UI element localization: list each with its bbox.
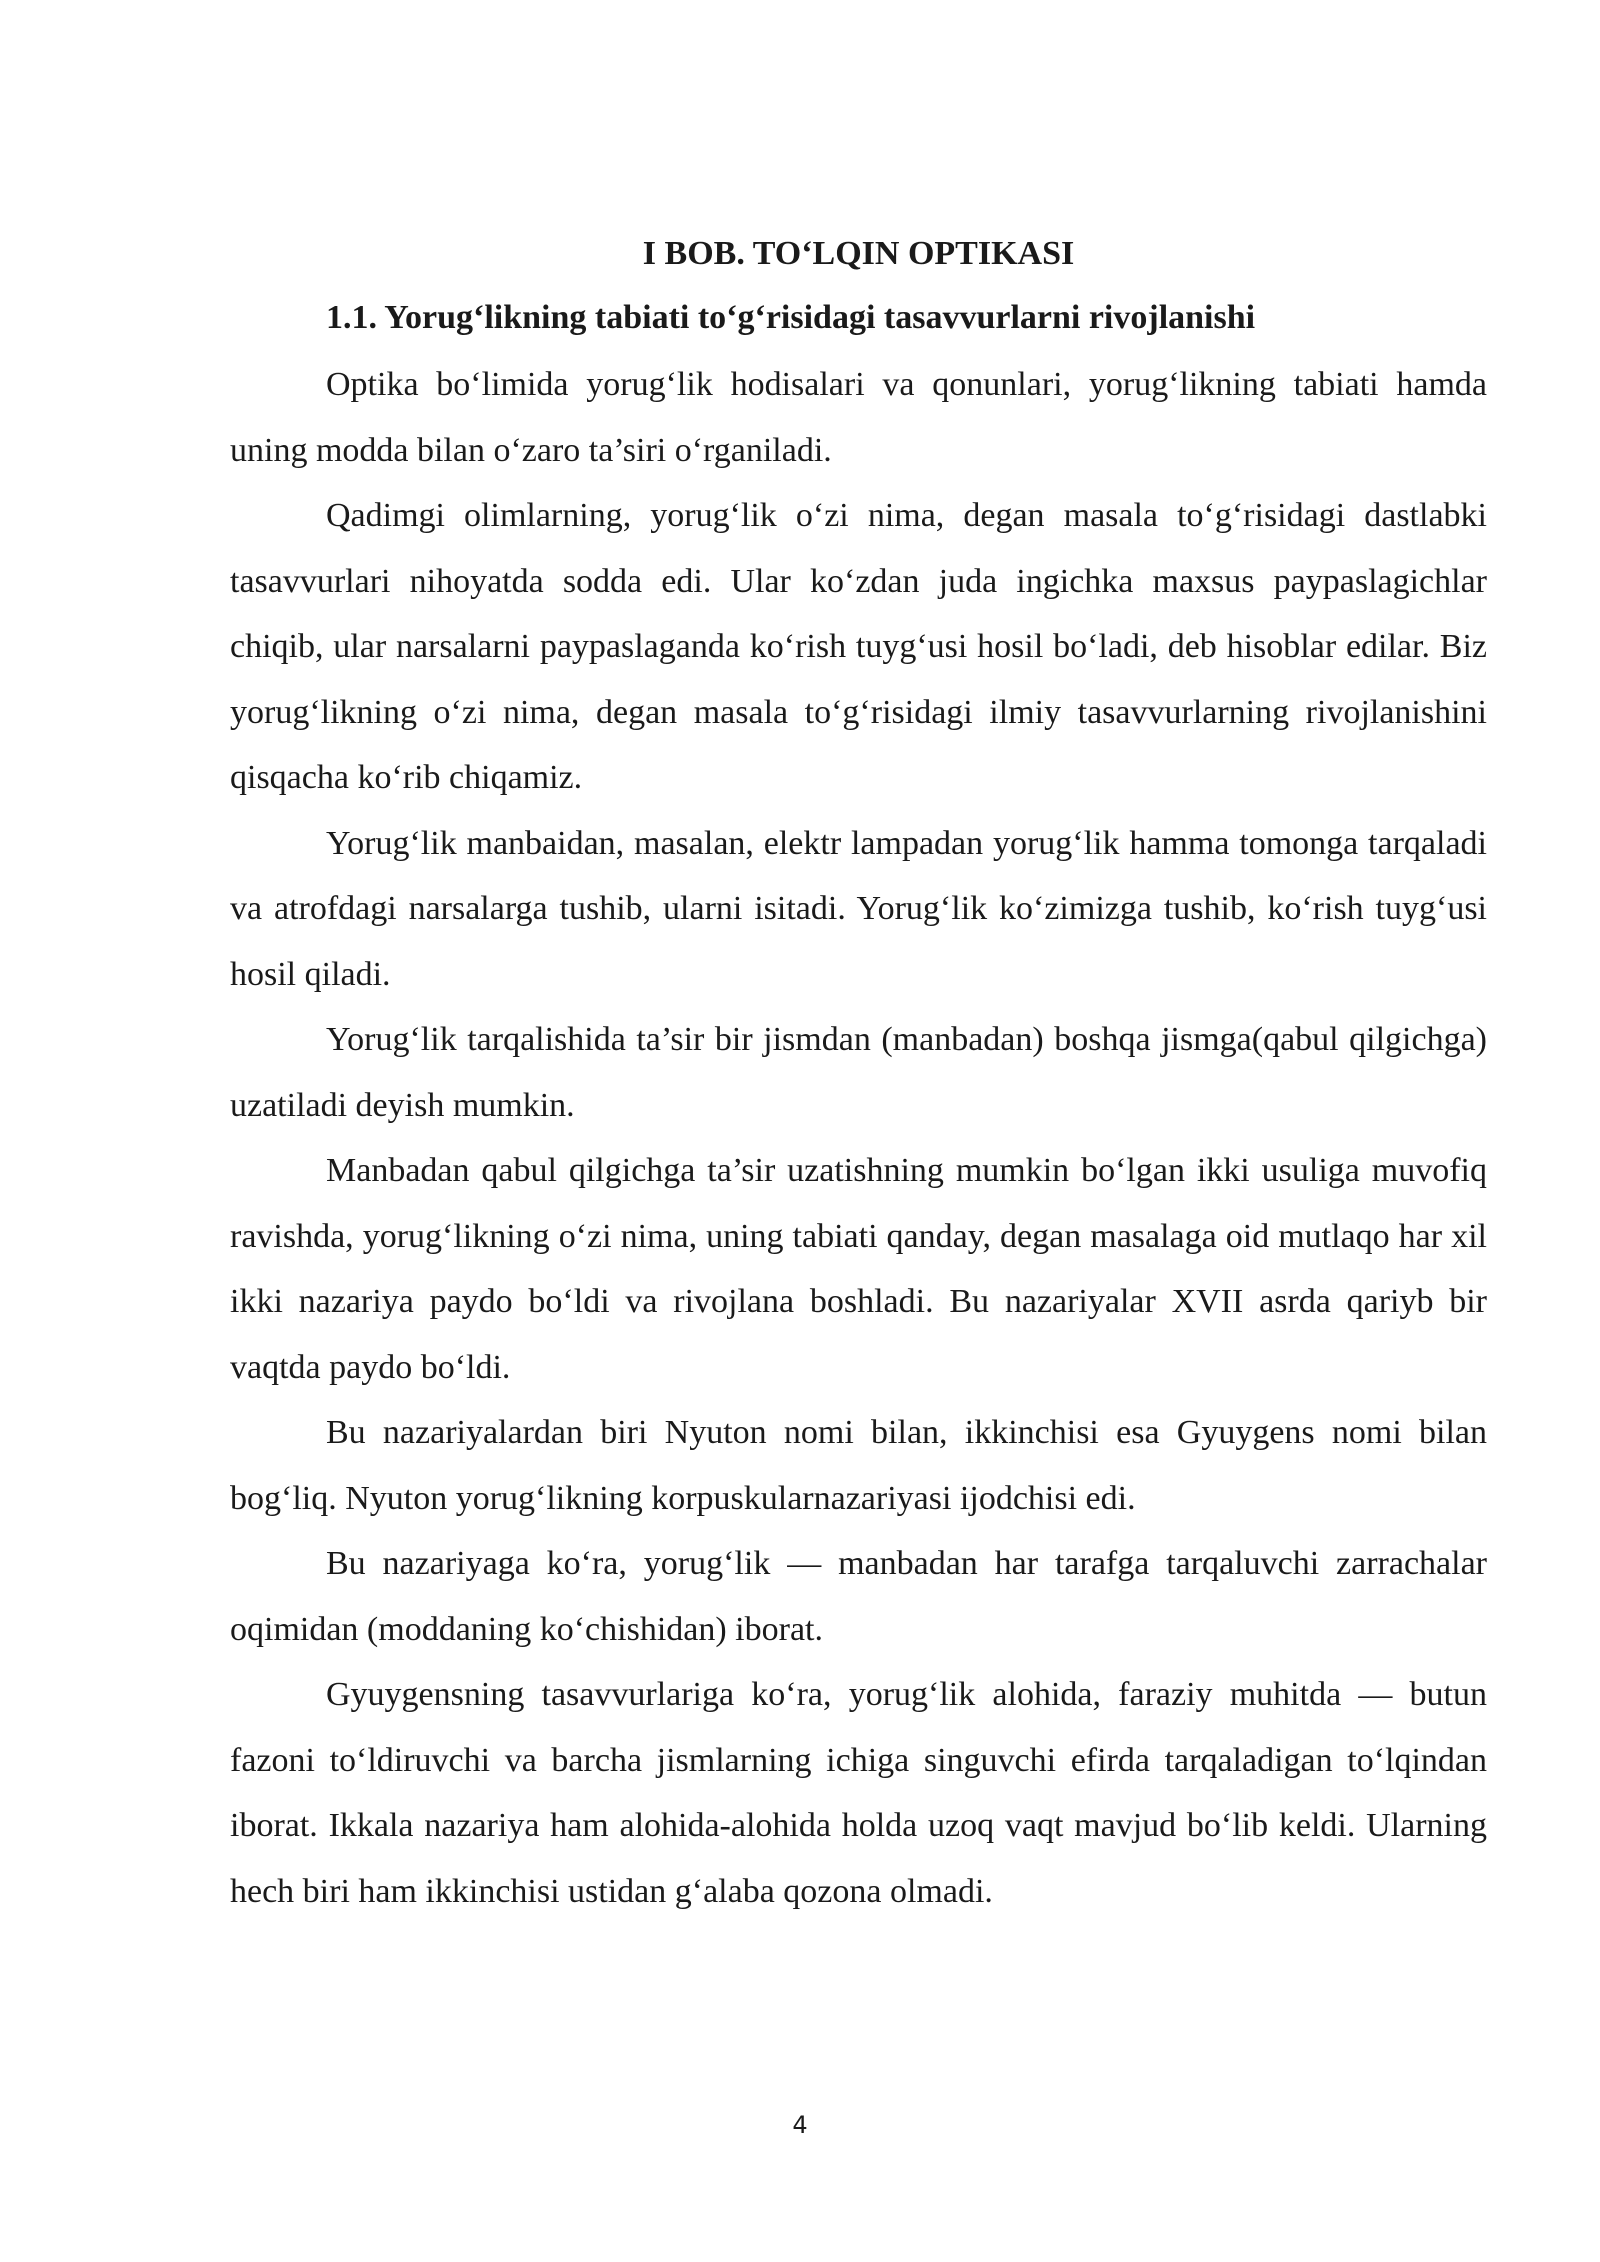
chapter-title: I BOB. TO‘LQIN OPTIKASI — [642, 235, 1075, 272]
paragraph: Optika bo‘limida yorug‘lik hodisalari va qonunlari, yorug‘likning tabiati hamda uning modda bilan o‘zaro ta’siri o‘rganiladi. — [230, 366, 1487, 469]
section-title: 1.1. Yorug‘likning tabiati to‘g‘risidagi tasavvurlarni rivojlanishi — [326, 299, 1256, 336]
paragraph: Bu nazariyaga ko‘ra, yorug‘lik — manbadan har tarafga tarqaluvchi zarrachalar oqimidan (moddaning ko‘chishidan) iborat. — [230, 1545, 1487, 1648]
paragraph: Qadimgi olimlarning, yorug‘lik o‘zi nima, degan masala to‘g‘risidagi dastlabki tasavvurlari nihoyatda sodda edi. Ular ko‘zdan juda ingichka maxsus paypaslagichlar chiqib, ular narsalarni paypaslaganda ko‘rish tuyg‘usi hosil bo‘ladi, deb hisoblar edilar. Biz yorug‘likning o‘zi nima, degan masala to‘g‘risidagi ilmiy tasavvurlarning rivojlanishini qisqacha ko‘rib chiqamiz. — [230, 497, 1487, 796]
paragraph: Gyuygensning tasavvurlariga ko‘ra, yorug‘lik alohida, faraziy muhitda — butun fazoni to‘ldiruvchi va barcha jismlarning ichiga singuvchi efirda tarqaladigan to‘lqindan iborat. Ikkala nazariya ham alohida-alohida holda uzoq vaqt mavjud bo‘lib keldi. Ularning hech biri ham ikkinchisi ustidan g‘alaba qozona olmadi. — [230, 1676, 1487, 1910]
paragraph: Manbadan qabul qilgichga ta’sir uzatishning mumkin bo‘lgan ikki usuliga muvofiq ravishda, yorug‘likning o‘zi nima, uning tabiati qanday, degan masalaga oid mutlaqo har xil ikki nazariya paydo bo‘ldi va rivojlana boshladi. Bu nazariyalar XVII asrda qariyb bir vaqtda paydo bo‘ldi. — [230, 1152, 1487, 1386]
paragraph: Bu nazariyalardan biri Nyuton nomi bilan, ikkinchisi esa Gyuygens nomi bilan bog‘liq. Nyuton yorug‘likning korpuskularnazariyasi ijodchisi edi. — [230, 1414, 1487, 1517]
page-number: 4 — [792, 2111, 808, 2139]
paragraph: Yorug‘lik manbaidan, masalan, elektr lampadan yorug‘lik hamma tomonga tarqaladi va atrofdagi narsalarga tushib, ularni isitadi. Yorug‘lik ko‘zimizga tushib, ko‘rish tuyg‘usi hosil qiladi. — [230, 824, 1487, 993]
document-page — [230, 222, 1487, 1924]
paragraph: Yorug‘lik tarqalishida ta’sir bir jismdan (manbadan) boshqa jismga(qabul qilgichga) uzatiladi deyish mumkin. — [230, 1021, 1487, 1124]
